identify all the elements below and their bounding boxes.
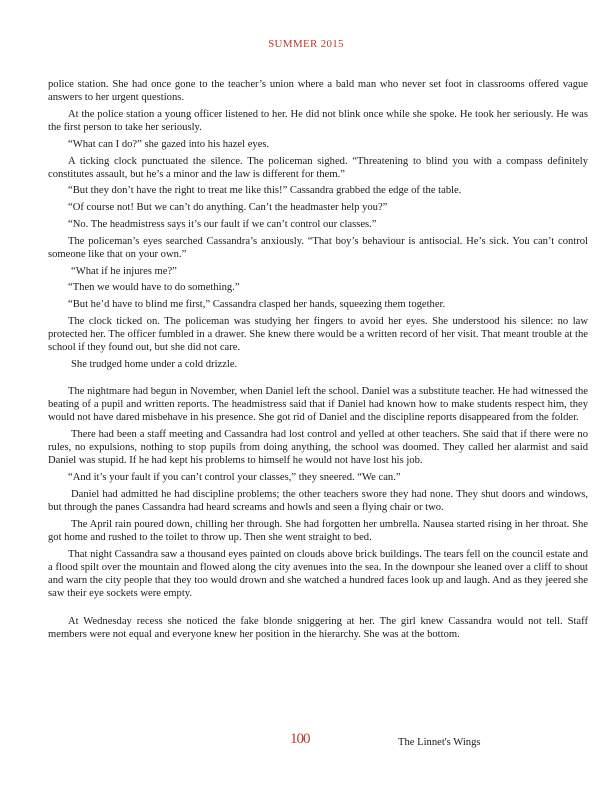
magazine-title: The Linnet's Wings — [398, 737, 481, 748]
paragraph: The clock ticked on. The policeman was studying her fingers to avoid her eyes. She understood his silence: no law protected her. The officer fumbled in a drawer. She knew there would be a written record of her visit. That meant trouble at the school if they found out, but she did not care. — [48, 315, 588, 354]
paragraph: “What if he injures me?” — [71, 265, 177, 277]
paragraph: “But he’d have to blind me first,” Cassandra clasped her hands, squeezing them together. — [68, 299, 446, 311]
paragraph: “And it’s your fault if you can’t control your classes,” they sneered. “We can.” — [68, 471, 401, 483]
issue-header: SUMMER 2015 — [268, 38, 344, 50]
paragraph: “Of course not! But we can’t do anything. Can’t the headmaster help you?” — [68, 202, 388, 214]
paragraph: “No. The headmistress says it’s our fault if we can’t control our classes.” — [68, 218, 377, 230]
page-number: 100 — [290, 731, 310, 747]
story-body — [48, 78, 588, 645]
paragraph: The April rain poured down, chilling her through. She had forgotten her umbrella. Nausea started rising in her throat. She got home and rushed to the toilet to throw up. Then she went straight to bed. — [48, 518, 588, 543]
paragraph: At the police station a young officer listened to her. He did not blink once while she spoke. He took her seriously. He was the first person to take her seriously. — [48, 108, 588, 133]
paragraph: She trudged home under a cold drizzle. — [71, 358, 238, 370]
paragraph: A ticking clock punctuated the silence. The policeman sighed. “Threatening to blind you with a compass definitely constitutes assault, but he’s a minor and the law is different for them.” — [48, 155, 588, 180]
paragraph: That night Cassandra saw a thousand eyes painted on clouds above brick buildings. The tears fell on the council estate and a flood spilt over the mountain and flowed along the city avenues into the sea. In the downpour she leaned over a cliff to shout and warn the city people that they too would drown and she watched a hundred faces look up and laugh. And as they jeered she saw their eye sockets were empty. — [48, 548, 588, 599]
paragraph: At Wednesday recess she noticed the fake blonde sniggering at her. The girl knew Cassandra would not tell. Staff members were not equal and everyone knew her position in the hierarchy. She was at the bottom. — [48, 615, 588, 640]
paragraph: “But they don’t have the right to treat me like this!” Cassandra grabbed the edge of the table. — [68, 185, 462, 197]
paragraph: “Then we would have to do something.” — [68, 282, 240, 294]
paragraph: The nightmare had begun in November, when Daniel left the school. Daniel was a substitute teacher. He had witnessed the beating of a pupil and written reports. The headmistress said that if Daniel had known how to make students respect him, they would not have dared misbehave in his presence. She got rid of Daniel and the discipline reports disappeared from the folder. — [48, 386, 588, 424]
paragraph: Daniel had admitted he had discipline problems; the other teachers swore they had none. They shut doors and windows, but through the panes Cassandra had heard screams and howls and seen a flying chair or two. — [48, 488, 588, 513]
paragraph: The policeman’s eyes searched Cassandra’s anxiously. “That boy’s behaviour is antisocial. He’s sick. You can’t control someone like that on your own.” — [48, 235, 588, 260]
paragraph: There had been a staff meeting and Cassandra had lost control and yelled at other teachers. She said that if there were no rules, no expulsions, nothing to stop pupils from doing anything, the school was doomed. They called her alarmist and said Daniel was stupid. If he had kept his problems to himself he would not have lost his job. — [48, 429, 588, 467]
paragraph: “What can I do?” she gazed into his hazel eyes. — [68, 138, 270, 150]
paragraph: police station. She had once gone to the teacher’s union where a bald man who never set foot in classrooms offered vague answers to her urgent questions. — [48, 79, 588, 104]
